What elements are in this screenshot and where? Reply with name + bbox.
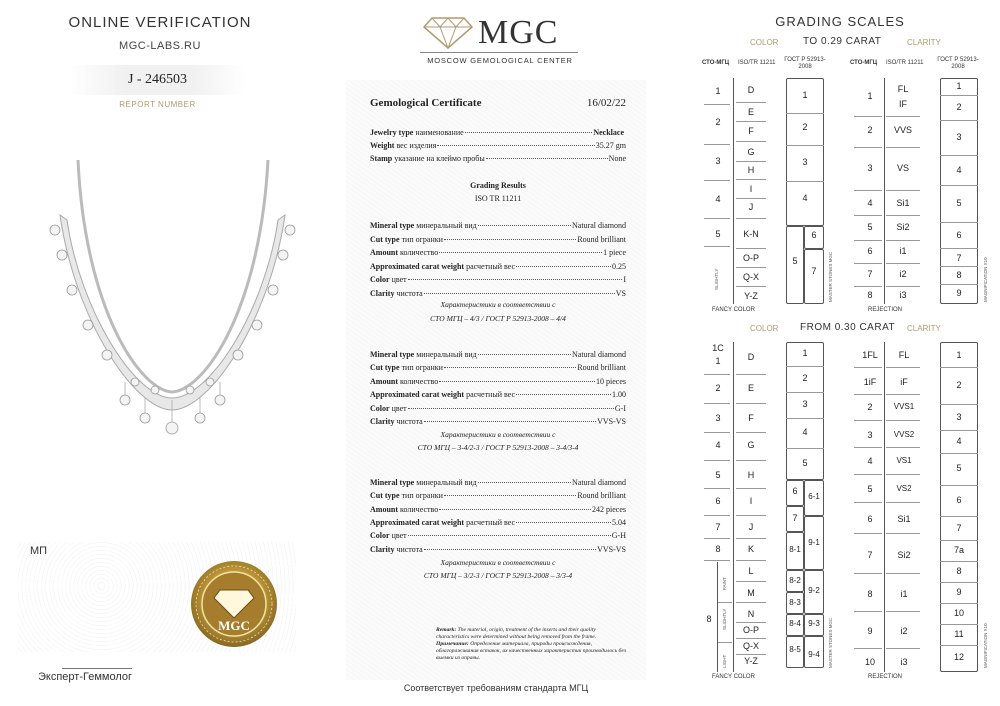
d-iso-i2: i2 — [900, 626, 908, 636]
b-gost-8: 8 — [956, 270, 962, 280]
d-gost-3: 3 — [956, 412, 962, 422]
b-gost-3: 3 — [956, 132, 962, 142]
site-link[interactable]: MGC-LABS.RU — [119, 40, 201, 52]
c-gost-8-4: 8-4 — [789, 619, 801, 628]
g3-carat: Approximated carat weight расчетный вес 5.04 — [370, 518, 626, 527]
a-iso-op: O-P — [742, 253, 759, 263]
d-iso-vs1: VS1 — [896, 456, 912, 465]
a-sto-1: 1 — [715, 86, 721, 96]
c-iso-h: H — [747, 470, 755, 480]
b-gost-4: 4 — [956, 165, 962, 175]
seal-text: MGC — [218, 618, 250, 633]
g2-color: Color цвет G-I — [370, 404, 626, 413]
logo-subtitle: MOSCOW GEMOLOGICAL CENTER — [427, 56, 573, 65]
d-iso-if: iF — [900, 377, 908, 387]
mp-label: МП — [30, 545, 48, 557]
color-label-top: COLOR — [750, 38, 779, 47]
b-iso-si1: Si1 — [896, 198, 910, 208]
d-gost-1: 1 — [956, 350, 962, 360]
a-gost-3: 3 — [802, 157, 808, 167]
g1-note1: Характеристики в соответствии с — [440, 300, 556, 309]
a-iso-qx: Q-X — [742, 272, 759, 282]
necklace-image — [40, 160, 305, 460]
a-gost-5: 5 — [792, 256, 798, 266]
d-sto-9: 9 — [867, 626, 873, 636]
g2-note1: Характеристики в соответствии с — [440, 430, 556, 439]
c-gost-6: 6 — [792, 486, 798, 496]
g1-amount: Amount количество 1 piece — [370, 248, 626, 257]
a-gost-6: 6 — [811, 230, 817, 240]
grading-scales-title: GRADING SCALES — [775, 14, 905, 29]
b-iso-vs: VS — [896, 163, 909, 173]
report-number-label: REPORT NUMBER — [119, 100, 196, 109]
d-sto-5: 5 — [867, 484, 873, 494]
d-iso-i3: i3 — [900, 657, 908, 667]
report-number: J - 246503 — [70, 65, 245, 95]
b-gost-7: 7 — [956, 253, 962, 263]
c-iso-m: M — [747, 588, 755, 598]
grading-results-title: Grading Results — [470, 181, 526, 190]
to-029-label: TO 0.29 CARAT — [803, 36, 882, 47]
c-iso-qx: Q-X — [742, 641, 759, 651]
d-iso-vs2: VS2 — [896, 484, 912, 493]
b-sto-6: 6 — [867, 246, 873, 256]
c-iso-op: O-P — [742, 625, 759, 635]
g1-cut: Cut type тип огранки Round brilliant — [370, 235, 626, 244]
d-sto-10: 10 — [864, 657, 875, 667]
c-fancy-color: FANCY COLOR — [712, 674, 755, 680]
b-iso-i2: i2 — [899, 269, 907, 279]
b-sto-8: 8 — [867, 290, 873, 300]
cert-row-weight: Weight вес изделия 35.27 gm — [370, 141, 626, 150]
d-gost-4: 4 — [956, 436, 962, 446]
a-iso-g: G — [747, 147, 755, 157]
expert-label: Эксперт-Геммолог — [38, 671, 133, 683]
certificate-date: 16/02/22 — [586, 97, 626, 109]
d-gost-7a: 7a — [953, 545, 964, 555]
b-divider — [884, 78, 885, 304]
b-gost-9: 9 — [956, 288, 962, 298]
g1-note2: СТО МГЦ – 4/3 / ГОСТ Р 52913-2008 – 4/4 — [430, 314, 566, 323]
hologram-seal-icon — [190, 560, 278, 648]
b-iso-i1: i1 — [899, 246, 907, 256]
b-iso-vvs: VVS — [893, 125, 912, 135]
c-sto-7: 7 — [715, 522, 721, 532]
g3-note2: СТО МГЦ – 3/2-3 / ГОСТ Р 52913-2008 – 3/3-4 — [423, 571, 573, 580]
g3-mineral: Mineral type минеральный вид Natural diamond — [370, 478, 626, 487]
c-iso-f: F — [748, 413, 754, 423]
g1-clarity: Clarity чистота VS — [370, 289, 626, 298]
online-verification-title: ONLINE VERIFICATION — [68, 14, 252, 31]
d-iso-si1: Si1 — [897, 514, 911, 524]
cert-row-jewelry-type: Jewelry type наименование Necklace — [370, 128, 624, 137]
d-divider — [884, 342, 885, 672]
clarity-label-top: CLARITY — [907, 38, 941, 47]
g2-cut: Cut type тип огранки Round brilliant — [370, 363, 626, 372]
c-sto-3: 3 — [715, 413, 721, 423]
d-iso-vvs1: VVS1 — [893, 402, 915, 411]
b-gost-5: 5 — [956, 198, 962, 208]
c-gost-8-5: 8-5 — [789, 645, 801, 654]
d-gost-5: 5 — [956, 463, 962, 473]
c-gost-6-1: 6-1 — [808, 492, 820, 501]
c-iso-i: I — [749, 496, 753, 506]
c-sto-6: 6 — [715, 496, 721, 506]
b-sto-5: 5 — [867, 222, 873, 232]
b-sto-3: 3 — [867, 163, 873, 173]
c-gost-1: 1 — [802, 348, 808, 358]
a-iso-h: H — [747, 165, 755, 175]
c-gost-8-1: 8-1 — [789, 545, 801, 554]
c-sto-2: 2 — [715, 383, 721, 393]
d-sto-4: 4 — [867, 456, 873, 466]
diamond-logo-icon — [422, 14, 474, 50]
c-sto-5: 5 — [715, 470, 721, 480]
a-iso-kn: K-N — [743, 229, 759, 239]
c-iso-yz: Y-Z — [744, 656, 758, 666]
b-iso-i3: i3 — [899, 290, 907, 300]
g2-amount: Amount количество 10 pieces — [370, 377, 626, 386]
a-sto-3: 3 — [715, 156, 721, 166]
d-magnification-label: MAGNIFICATION X10 — [983, 623, 988, 668]
logo-text: MGC — [478, 14, 559, 51]
c-gost-5: 5 — [802, 458, 808, 468]
b-sto-2: 2 — [867, 125, 873, 135]
b-gost-2: 2 — [956, 102, 962, 112]
d-gost-12: 12 — [953, 652, 964, 662]
b-magnification-label: MAGNIFICATION X10 — [983, 257, 988, 302]
g2-clarity: Clarity чистота VVS-VS — [370, 417, 626, 426]
color-label-bottom: COLOR — [750, 324, 779, 333]
g1-mineral: Mineral type минеральный вид Natural diamond — [370, 221, 626, 230]
b-sto-4: 4 — [867, 198, 873, 208]
a-gost-box — [786, 78, 824, 226]
c-gost-9-4: 9-4 — [808, 650, 820, 659]
d-iso-si2: Si2 — [897, 550, 911, 560]
g3-color: Color цвет G-H — [370, 531, 626, 540]
d-sto-1fl: 1FL — [862, 350, 878, 360]
c-gost-8-2: 8-2 — [789, 576, 801, 585]
cert-row-stamp: Stamp указание на клеймо пробы None — [370, 154, 626, 163]
a-sto-2: 2 — [715, 117, 721, 127]
g3-amount: Amount количество 242 pieces — [370, 505, 626, 514]
c-gost-4: 4 — [802, 427, 808, 437]
b-sto-7: 7 — [867, 269, 873, 279]
c-slightly-label: SLIGHTLY — [722, 608, 727, 630]
a-sto-5: 5 — [715, 229, 721, 239]
c-iso-l: L — [748, 566, 754, 576]
a-sto-4: 4 — [715, 194, 721, 204]
d-iso-vvs2: VVS2 — [893, 430, 915, 439]
d-gost-9: 9 — [956, 587, 962, 597]
a-gost-4: 4 — [802, 193, 808, 203]
d-gost-10: 10 — [953, 608, 964, 618]
d-gost-8: 8 — [956, 566, 962, 576]
c-iso-d: D — [747, 352, 755, 362]
g3-clarity: Clarity чистота VVS-VS — [370, 545, 626, 554]
a-slightly-label: SLIGHTLY — [714, 268, 719, 290]
d-gost-box — [940, 342, 978, 672]
clarity-label-bottom: CLARITY — [907, 324, 941, 333]
g2-carat: Approximated carat weight расчетный вес 1.00 — [370, 390, 626, 399]
c-gost-9-1: 9-1 — [808, 538, 820, 547]
d-sto-8: 8 — [867, 589, 873, 599]
a-iso-yz: Y-Z — [744, 291, 758, 301]
c-sto-4: 4 — [715, 440, 721, 450]
c-gost-8-3: 8-3 — [789, 598, 801, 607]
d-sto-7: 7 — [867, 550, 873, 560]
grading-results-standard: ISO TR 11211 — [474, 194, 522, 203]
c-light-label: LIGHT — [722, 654, 727, 668]
hdr-iso-b: ISO/TR 11211 — [886, 60, 924, 66]
certificate-title: Gemological Certificate — [370, 97, 482, 109]
c-iso-e: E — [747, 383, 754, 393]
d-sto-6: 6 — [867, 514, 873, 524]
g3-note1: Характеристики в соответствии с — [440, 558, 556, 567]
c-sto-8: 8 — [715, 544, 721, 554]
a-master-label: MASTER STONES MGC — [828, 251, 833, 302]
a-gost-7: 7 — [811, 266, 817, 276]
hdr-sto-a: СТО-МГЦ — [702, 60, 730, 66]
d-gost-6: 6 — [956, 495, 962, 505]
c-iso-n: N — [747, 609, 755, 619]
a-gost-1: 1 — [802, 90, 808, 100]
hdr-gost-b: ГОСТ Р 52913-2008 — [937, 57, 979, 70]
d-gost-7: 7 — [956, 523, 962, 533]
c-faint-label: FAINT — [722, 577, 727, 590]
remark-text: Remark: The material, origin, treatment of the inserts and their quality characteristics were determined without being removed from the frame. Примечание: Определение материала, природы происхождения, облагораживания вставок, их качественных характеристик производилось без выемки из оправы. — [436, 627, 626, 661]
d-sto-3: 3 — [867, 430, 873, 440]
b-iso-if: IF — [899, 99, 907, 109]
c-iso-g: G — [747, 440, 755, 450]
c-iso-j: J — [748, 522, 754, 532]
a-iso-f: F — [748, 126, 754, 136]
a-iso-i: I — [749, 184, 753, 194]
a-iso-d: D — [747, 85, 755, 95]
d-iso-fl: FL — [898, 350, 910, 360]
a-iso-e: E — [747, 107, 754, 117]
a-divider — [733, 78, 734, 304]
hdr-sto-b: СТО-МГЦ — [850, 60, 878, 66]
c-gost-9-3: 9-3 — [808, 619, 820, 628]
logo-divider — [420, 52, 578, 53]
g2-note2: СТО МГЦ – 3-4/2-3 / ГОСТ Р 52913-2008 – 3-4/3-4 — [417, 443, 579, 452]
g1-color: Color цвет I — [370, 275, 626, 284]
c-gost-9-2: 9-2 — [808, 586, 820, 595]
standard-compliance-footer: Соответствует требованиям стандарта МГЦ — [403, 683, 589, 693]
b-iso-fl: FL — [897, 84, 909, 94]
d-sto-2: 2 — [867, 402, 873, 412]
c-gost-2: 2 — [802, 373, 808, 383]
a-iso-j: J — [748, 202, 754, 212]
d-rejection: REJECTION — [868, 674, 903, 680]
b-gost-6: 6 — [956, 230, 962, 240]
hdr-iso-a: ISO/TR 11211 — [738, 60, 776, 66]
hdr-gost-a: ГОСТ Р 52913-2008 — [784, 57, 826, 70]
g3-cut: Cut type тип огранки Round brilliant — [370, 491, 626, 500]
c-sto-8b: 8 — [706, 614, 712, 624]
c-gost-7: 7 — [792, 513, 798, 523]
a-fancy-color: FANCY COLOR — [712, 307, 755, 313]
d-iso-i1: i1 — [900, 589, 908, 599]
d-gost-2: 2 — [956, 380, 962, 390]
c-sto-1: 1 — [715, 356, 721, 366]
g2-mineral: Mineral type минеральный вид Natural diamond — [370, 350, 626, 359]
b-rejection: REJECTION — [868, 307, 903, 313]
b-gost-1: 1 — [956, 81, 962, 91]
b-iso-si2: Si2 — [896, 222, 910, 232]
g1-carat: Approximated carat weight расчетный вес 0.25 — [370, 262, 626, 271]
from-030-label: FROM 0.30 CARAT — [800, 322, 896, 333]
c-iso-k: K — [747, 544, 754, 554]
b-sto-1: 1 — [867, 91, 873, 101]
signature-line — [62, 668, 132, 669]
a-gost-2: 2 — [802, 122, 808, 132]
c-divider — [733, 342, 734, 672]
c-master-label: MASTER STONES MGC — [828, 617, 833, 668]
c-sto-1c: 1C — [712, 343, 724, 353]
d-sto-1if: 1iF — [863, 377, 877, 387]
d-gost-11: 11 — [954, 629, 964, 639]
c-gost-3: 3 — [802, 399, 808, 409]
